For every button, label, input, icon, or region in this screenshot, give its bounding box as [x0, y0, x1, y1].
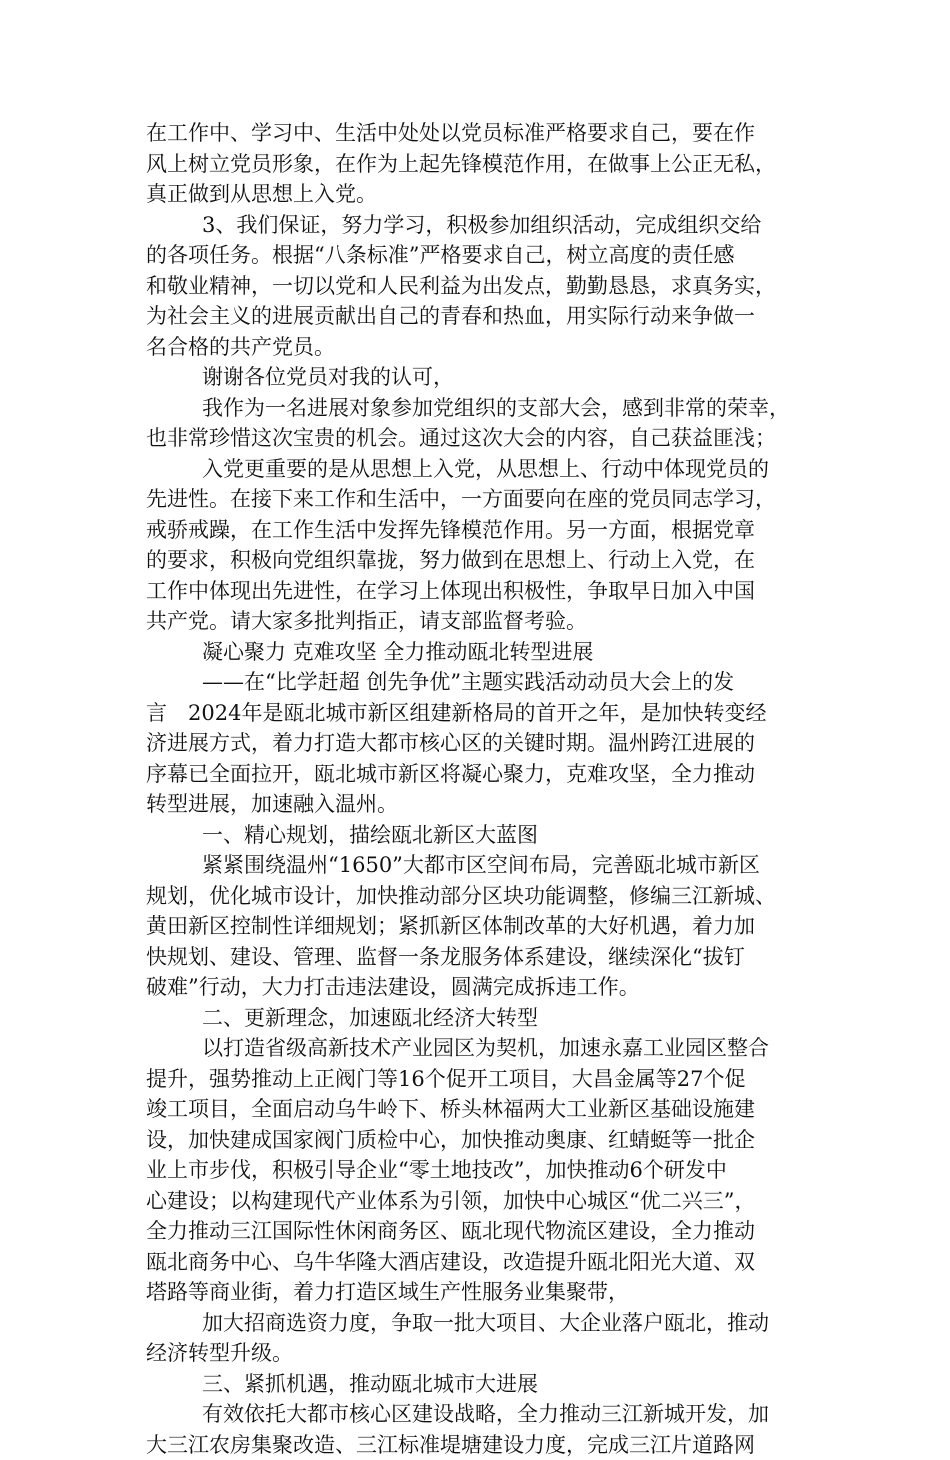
text-line: 我作为一名进展对象参加党组织的支部大会，感到非常的荣幸， — [146, 393, 818, 424]
text-line: 的各项任务。根据“八条标准”严格要求自己，树立高度的责任感 — [146, 240, 818, 271]
text-line: 全力推动三江国际性休闲商务区、瓯北现代物流区建设，全力推动 — [146, 1216, 818, 1247]
text-line: 济进展方式，着力打造大都市核心区的关键时期。温州跨江进展的 — [146, 728, 818, 759]
text-line: 序幕已全面拉开，瓯北城市新区将凝心聚力，克难攻坚，全力推动 — [146, 759, 818, 790]
text-line: 心建设；以构建现代产业体系为引领，加快中心城区“优二兴三”， — [146, 1186, 818, 1217]
text-line: 加大招商选资力度，争取一批大项目、大企业落户瓯北，推动 — [146, 1308, 818, 1339]
text-line: 共产党。请大家多批判指正，请支部监督考验。 — [146, 606, 818, 637]
text-line: 三、紧抓机遇，推动瓯北城市大进展 — [146, 1369, 818, 1400]
text-line: 转型进展，加速融入温州。 — [146, 789, 818, 820]
text-line: 谢谢各位党员对我的认可， — [146, 362, 818, 393]
text-line: 工作中体现出先进性，在学习上体现出积极性，争取早日加入中国 — [146, 576, 818, 607]
text-line: 真正做到从思想上入党。 — [146, 179, 818, 210]
text-line: 在工作中、学习中、生活中处处以党员标准严格要求自己，要在作 — [146, 118, 818, 149]
text-line: 凝心聚力 克难攻坚 全力推动瓯北转型进展 — [146, 637, 818, 668]
text-line: 经济转型升级。 — [146, 1338, 818, 1369]
text-line: 一、精心规划，描绘瓯北新区大蓝图 — [146, 820, 818, 851]
text-line: 的要求，积极向党组织靠拢，努力做到在思想上、行动上入党，在 — [146, 545, 818, 576]
text-line: 先进性。在接下来工作和生活中，一方面要向在座的党员同志学习， — [146, 484, 818, 515]
text-line: 二、更新理念，加速瓯北经济大转型 — [146, 1003, 818, 1034]
document-body — [146, 118, 818, 1460]
text-line: 风上树立党员形象，在作为上起先锋模范作用，在做事上公正无私， — [146, 149, 818, 180]
text-line: 竣工项目，全面启动乌牛岭下、桥头林福两大工业新区基础设施建 — [146, 1094, 818, 1125]
text-line: 言 2024年是瓯北城市新区组建新格局的首开之年，是加快转变经 — [146, 698, 818, 729]
text-line: 为社会主义的进展贡献出自己的青春和热血，用实际行动来争做一 — [146, 301, 818, 332]
text-line: 也非常珍惜这次宝贵的机会。通过这次大会的内容，自己获益匪浅； — [146, 423, 818, 454]
text-line: 入党更重要的是从思想上入党，从思想上、行动中体现党员的 — [146, 454, 818, 485]
text-line: 和敬业精神，一切以党和人民利益为出发点，勤勤恳恳，求真务实， — [146, 271, 818, 302]
text-line: 提升，强势推动上正阀门等16个促开工项目，大昌金属等27个促 — [146, 1064, 818, 1095]
text-line: 塔路等商业街，着力打造区域生产性服务业集聚带， — [146, 1277, 818, 1308]
text-line: 瓯北商务中心、乌牛华隆大酒店建设，改造提升瓯北阳光大道、双 — [146, 1247, 818, 1278]
text-line: 3、我们保证，努力学习，积极参加组织活动，完成组织交给 — [146, 210, 818, 241]
text-line: 破难”行动，大力打击违法建设，圆满完成拆违工作。 — [146, 972, 818, 1003]
text-line: 以打造省级高新技术产业园区为契机，加速永嘉工业园区整合 — [146, 1033, 818, 1064]
text-line: 业上市步伐，积极引导企业“零土地技改”，加快推动6个研发中 — [146, 1155, 818, 1186]
text-line: 名合格的共产党员。 — [146, 332, 818, 363]
text-line: ——在“比学赶超 创先争优”主题实践活动动员大会上的发 — [146, 667, 818, 698]
text-line: 大三江农房集聚改造、三江标准堤塘建设力度，完成三江片道路网 — [146, 1430, 818, 1460]
text-line: 规划，优化城市设计，加快推动部分区块功能调整，修编三江新城、 — [146, 881, 818, 912]
text-line: 黄田新区控制性详细规划；紧抓新区体制改革的大好机遇，着力加 — [146, 911, 818, 942]
text-line: 有效依托大都市核心区建设战略，全力推动三江新城开发，加 — [146, 1399, 818, 1430]
text-line: 紧紧围绕温州“1650”大都市区空间布局，完善瓯北城市新区 — [146, 850, 818, 881]
text-line: 戒骄戒躁，在工作生活中发挥先锋模范作用。另一方面，根据党章 — [146, 515, 818, 546]
text-line: 快规划、建设、管理、监督一条龙服务体系建设，继续深化“拔钉 — [146, 942, 818, 973]
text-line: 设，加快建成国家阀门质检中心，加快推动奥康、红蜻蜓等一批企 — [146, 1125, 818, 1156]
